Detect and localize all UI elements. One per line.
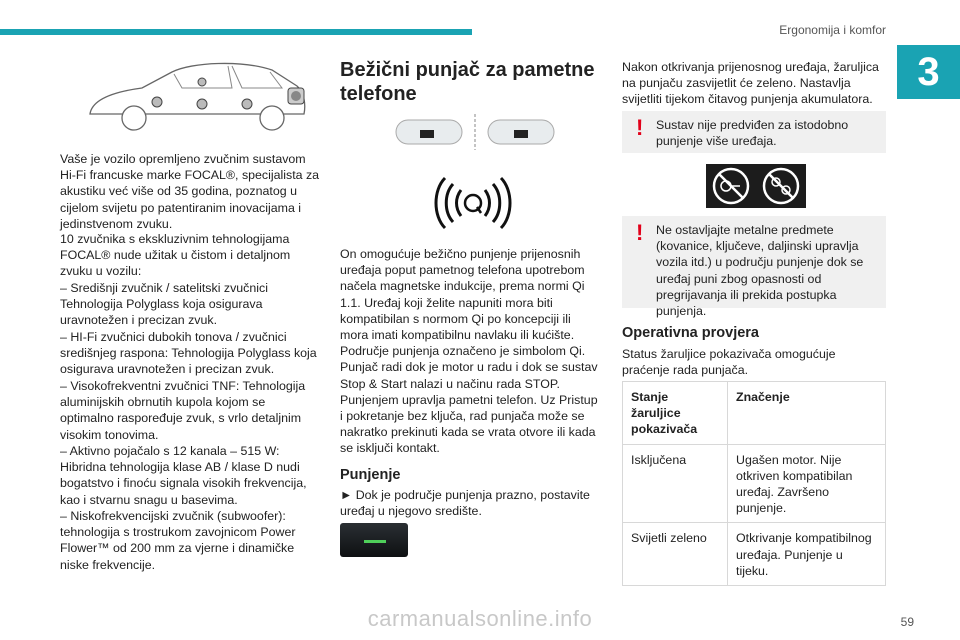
warning-icon: ! [636, 220, 644, 245]
header-accent-bar [0, 29, 472, 35]
operational-check-intro: Status žaruljice pokazivača omogućuje praćenje rada punjača. [622, 347, 836, 378]
car-speakers-illustration [82, 52, 312, 132]
wireless-charger-heading: Bežični punjač za pametne telefone [340, 59, 595, 105]
section-title: Ergonomija i komfor [779, 23, 886, 37]
table-row [623, 444, 886, 523]
indicator-status-table [622, 381, 886, 586]
list-item: – Niskofrekvencijski zvučnik (subwoofer): tehnologija s trostrukom zavojnicom Power Flower™ od 200 mm za vjerne i dinamičke niske frekvencije. [60, 509, 296, 572]
watermark: carmanualsonline.info [367, 606, 593, 631]
table-cell: Svijetli zeleno [623, 523, 728, 586]
table-header: Stanje žaruljice pokazivača [623, 382, 728, 445]
list-item: – Aktivno pojačalo s 12 kanala – 515 W: Hibridna tehnologija klase AB / klase D nudi bogatstvo i finoću signala visokih frekvencija, kao i stvarnu snagu u basevima. [60, 444, 307, 507]
chapter-badge: 3 [897, 45, 960, 99]
charger-pad-photo [340, 523, 408, 557]
list-item: – HI-Fi zvučnici dubokih tonova / zvučnici središnjeg raspona: Tehnologija Polyglass koja osigurava uravnotežen i precizan zvuk. [60, 330, 317, 377]
no-metal-objects-icon [706, 164, 806, 208]
table-header-row [623, 382, 886, 445]
warning-text: Ne ostavljajte metalne predmete (kovanice, ključeve, daljinski upravlja vozila itd.) u području punjenje dok se uređaj puni zbog opasnosti od pregrijavanja ili prekida postupka punjenja. [656, 223, 864, 319]
warning-box-2 [622, 216, 886, 319]
page-number: 59 [900, 615, 914, 629]
warning-text: Sustav nije predviđen za istodobno punjenje više uređaja. [656, 118, 849, 149]
detection-paragraph: Nakon otkrivanja prijenosnog uređaja, žaruljica na punjaču zasvijetlit će zeleno. Nastavlja svijetliti tijekom čitavog punjenja akumulatora. [622, 60, 879, 107]
focal-speakers-intro: 10 zvučnika s ekskluzivnim tehnologijama FOCAL® nude užitak u čistom i detaljnom zvuku u vozilu: [60, 232, 291, 279]
table-cell: Ugašen motor. Nije otkriven kompatibilan uređaj. Završeno punjenje. [728, 444, 886, 523]
table-row [623, 523, 886, 586]
warning-icon: ! [636, 115, 644, 140]
table-header: Značenje [728, 382, 886, 445]
table-cell: Isključena [623, 444, 728, 523]
list-item: – Visokofrekventni zvučnici TNF: Tehnologija aluminijskih obrnutih kupola kojom se optimalno raspoređuje zvuk, s vrlo detaljnim visokim tonovima. [60, 379, 306, 442]
wireless-charger-description: On omogućuje bežično punjenje prijenosnih uređaja poput pametnog telefona upotrebom načela magnetske indukcije, prema normi Qi 1.1. Uređaj koji želite napuniti mora biti kompatibilan s normom Qi po koncepciji ili mora imati kompatibilnu navlaku ili kućište. Područje punjenja označeno je simbolom Qi. Punjač radi dok je motor u radu i dok se sustav Stop & Start nalazi u načinu rada STOP. Punjenjem upravlja pametni telefon. Uz Pristup i pokretanje bez ključa, rad punjača može se nakratko prekinuti kada se vrata otvore ili kada se isključi kontakt. [340, 247, 598, 456]
qi-wireless-icon [423, 170, 523, 236]
charging-subheading: Punjenje [340, 467, 401, 483]
focal-intro-paragraph: Vaše je vozilo opremljeno zvučnim sustavom Hi-Fi francuske marke FOCAL®, specijalista za akustiku već više od 35 godina, poznatog u cijelom svijetu po patentiranim inovacijama i jedinstvenom zvuku. [60, 152, 320, 231]
charger-location-icon [390, 112, 560, 152]
warning-box-1 [622, 111, 886, 153]
list-item: – Središnji zvučnik / satelitski zvučnici Tehnologija Polyglass koja osigurava uravnotežen i precizan zvuk. [60, 281, 268, 328]
table-cell: Otkrivanje kompatibilnog uređaja. Punjenje u tijeku. [728, 523, 886, 586]
operational-check-subheading: Operativna provjera [622, 325, 759, 341]
charging-step: ► Dok je područje punjenja prazno, postavite uređaj u njegovo središte. [340, 488, 590, 519]
